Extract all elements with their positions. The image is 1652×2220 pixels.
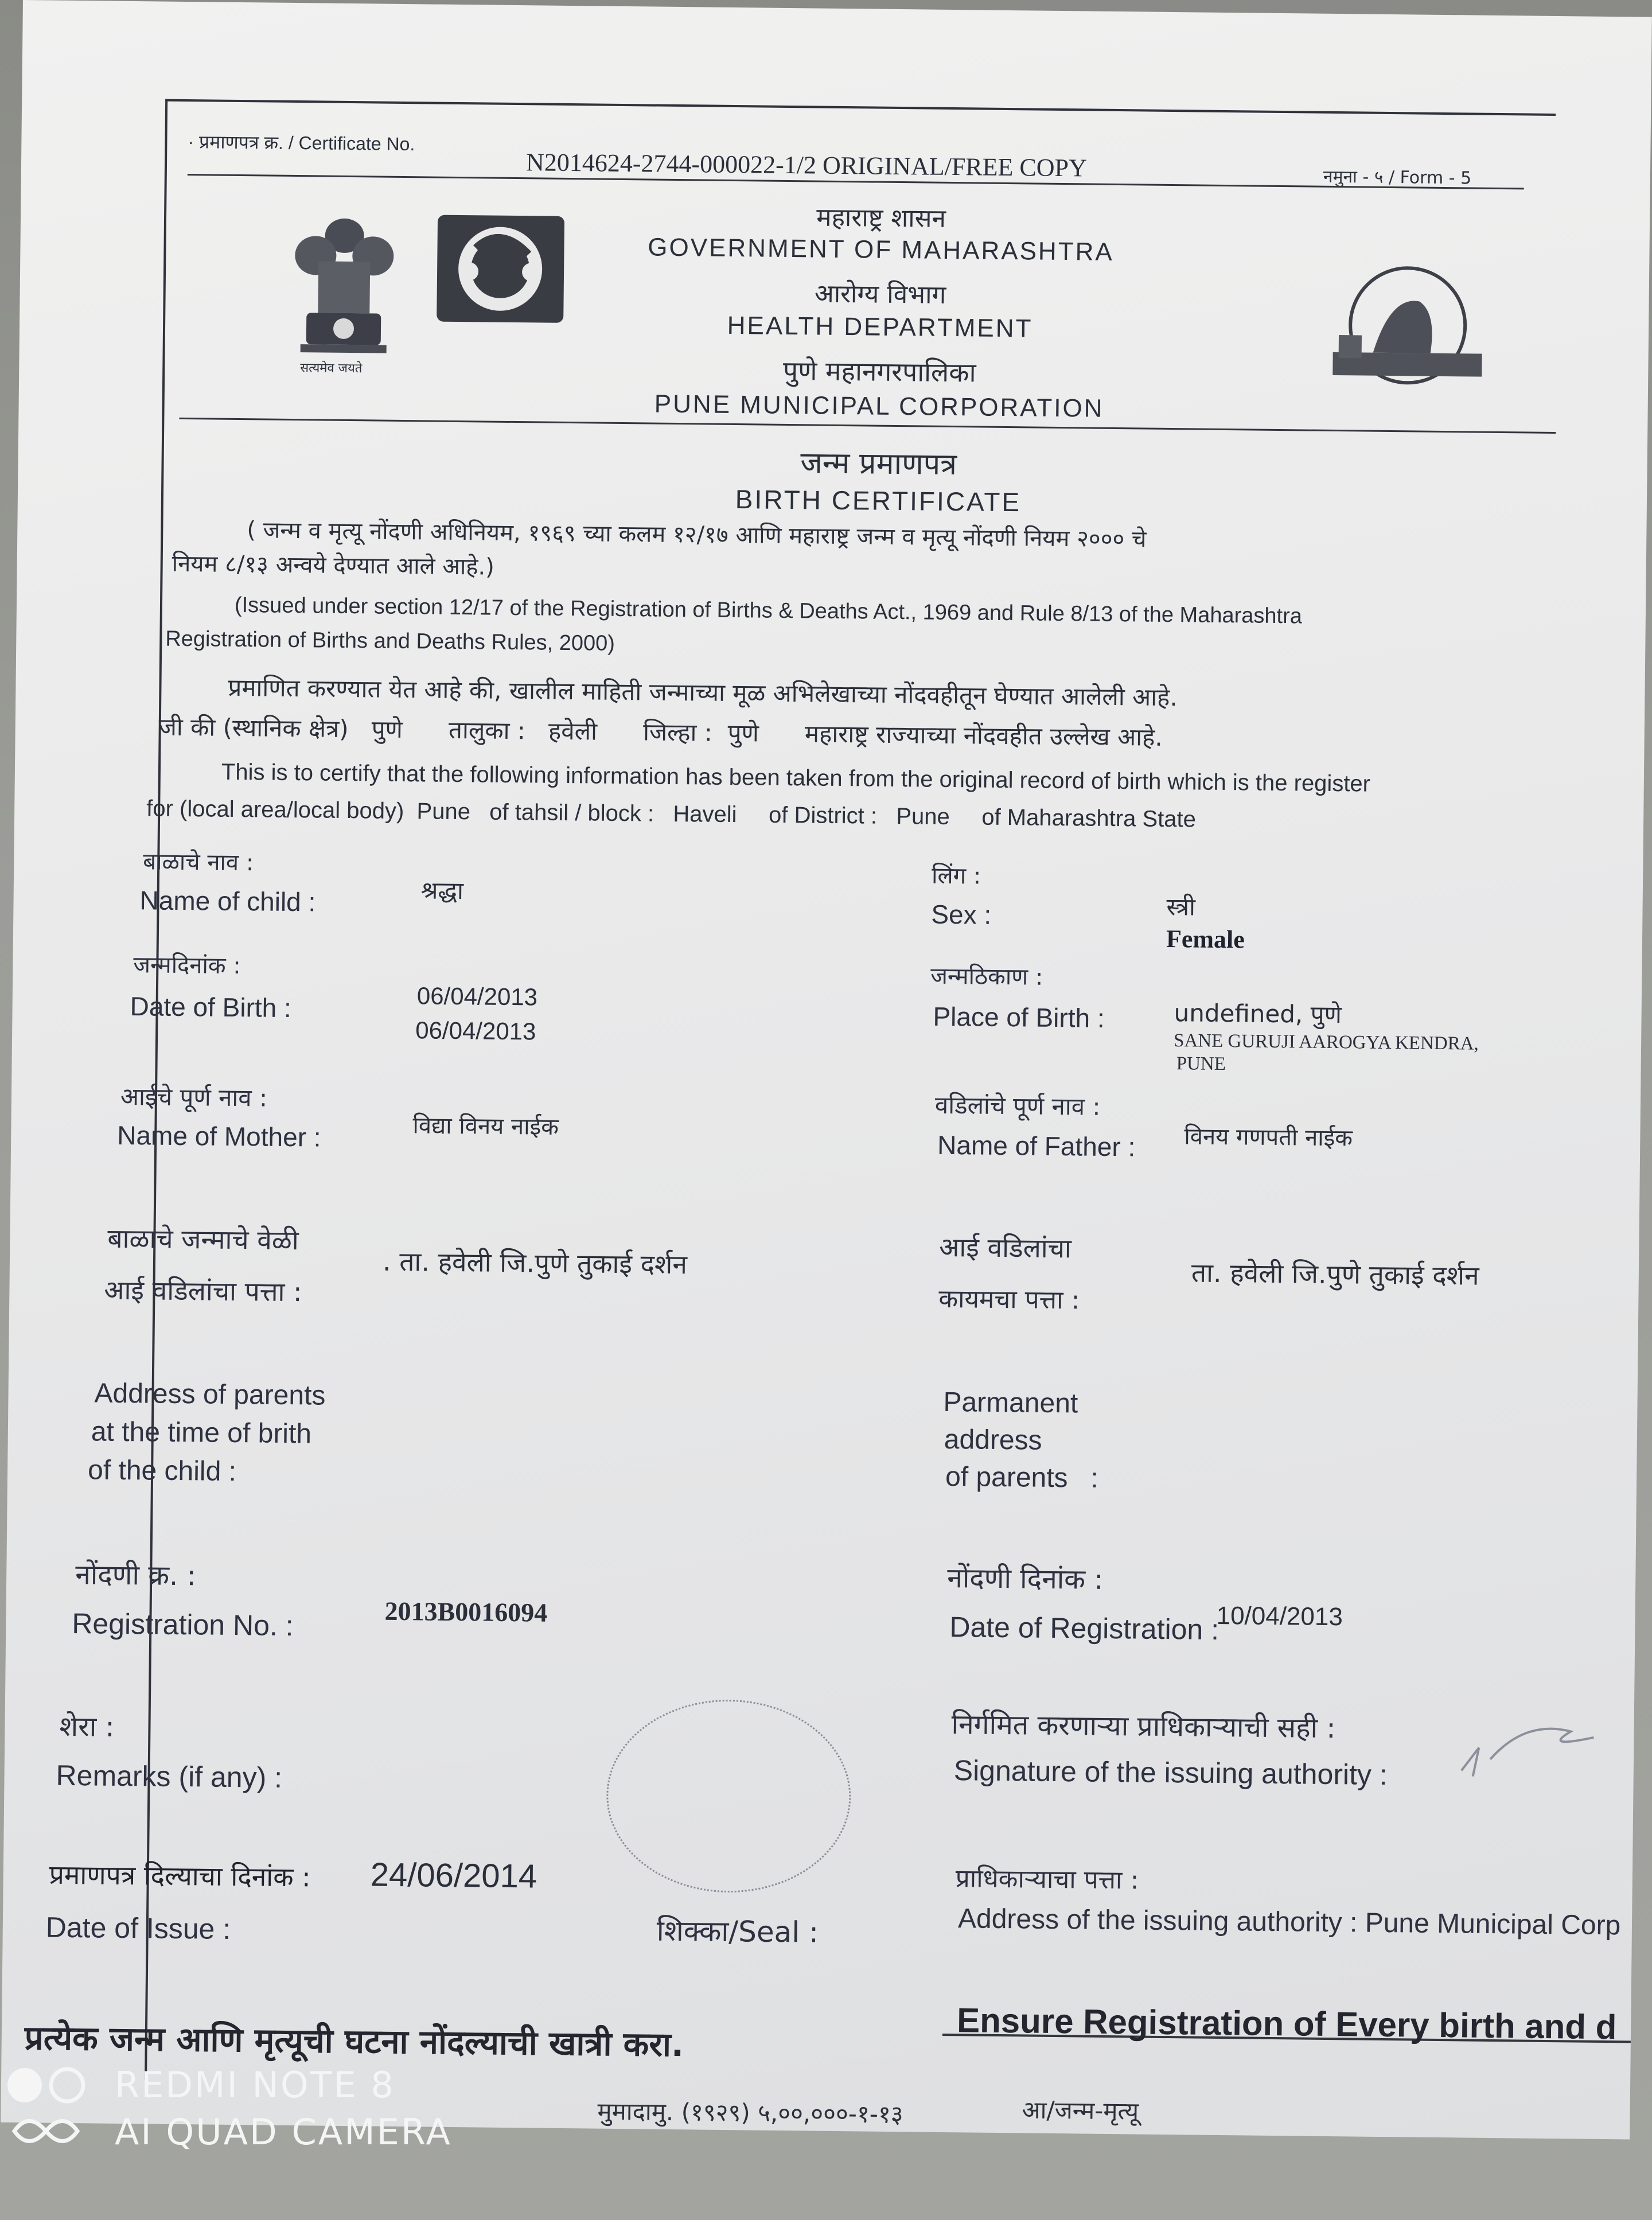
child-name-value: श्रद्धा	[420, 876, 464, 905]
slogan-marathi: प्रत्येक जन्म आणि मृत्यूची घटना नोंदल्याची खात्री करा.	[24, 2018, 684, 2065]
dob-value-2: 06/04/2013	[415, 1016, 536, 1045]
authority-addr-label-mr: प्राधिकाऱ्याचा पत्ता :	[955, 1864, 1139, 1895]
certificate-no-label: · प्रमाणपत्र क्र. / Certificate No.	[188, 131, 415, 155]
preamble-english-2: Registration of Births and Deaths Rules, 2000)	[165, 626, 615, 656]
addr-birth-label-1: Address of parents	[94, 1378, 326, 1411]
mother-value: विद्या विनय नाईक	[412, 1112, 559, 1140]
certify-english-2: for (local area/local body) Pune of tahsil / block : Haveli of District : Pune of Maharashtra State	[146, 796, 1197, 832]
dept-marathi: आरोग्य विभाग	[814, 279, 946, 310]
addr-perm-label-mr-1: आई वडिलांचा	[939, 1231, 1072, 1264]
reg-date-label-mr: नोंदणी दिनांक :	[946, 1562, 1104, 1596]
addr-birth-label-mr-1: बाळाचे जन्माचे वेळी	[107, 1222, 299, 1256]
certificate-no: N2014624-2744-000022-1/2 ORIGINAL/FREE COPY	[525, 148, 1088, 182]
pob-label-mr: जन्मठिकाण :	[930, 963, 1043, 991]
preamble-marathi-2: नियम ८/१३ अन्वये देण्यात आले आहे.)	[172, 550, 495, 581]
addr-birth-label-mr-2: आई वडिलांचा पत्ता :	[104, 1274, 302, 1308]
reg-date-value: 10/04/2013	[1216, 1601, 1343, 1631]
reg-date-label: Date of Registration :	[949, 1611, 1219, 1646]
gov-english: GOVERNMENT OF MAHARASHTRA	[648, 233, 1114, 266]
signature-label-mr: निर्गमित करणाऱ्या प्राधिकाऱ्याची सही :	[951, 1708, 1336, 1745]
addr-birth-value: . ता. हवेली जि.पुणे तुकाई दर्शन	[382, 1245, 688, 1280]
father-value: विनय गणपती नाईक	[1184, 1123, 1353, 1152]
child-name-label-mr: बाळाचे नाव :	[143, 848, 254, 877]
pob-value-3: PUNE	[1176, 1053, 1226, 1075]
certify-marathi-1: प्रमाणित करण्यात येत आहे की, खालील माहिती जन्माच्या मूळ अभिलेखाच्या नोंदवहीतून घेण्यात आलेली आहे.	[228, 673, 1178, 712]
emblem-caption: सत्यमेव जयते	[300, 361, 363, 376]
gov-marathi: महाराष्ट्र शासन	[816, 202, 946, 233]
watermark-line-1: REDMI NOTE 8	[115, 2064, 395, 2106]
addr-perm-label-2: address	[944, 1424, 1042, 1456]
issue-date-value: 24/06/2014	[370, 1856, 537, 1895]
dept-english: HEALTH DEPARTMENT	[727, 311, 1033, 343]
reg-no-value: 2013B0016094	[384, 1596, 548, 1627]
sex-value-mr: स्त्री	[1166, 892, 1196, 921]
dob-label: Date of Birth :	[130, 991, 292, 1023]
slogan-english: Ensure Registration of Every birth and d	[956, 2001, 1617, 2047]
print-code: मुमादामु. (१९२९) ५,००,०००-१-१३	[597, 2097, 903, 2129]
dob-value-1: 06/04/2013	[416, 982, 538, 1011]
issue-date-label: Date of Issue :	[45, 1911, 231, 1945]
pob-value-1: undefined, पुणे	[1174, 999, 1342, 1029]
camera-logo-icon	[3, 2062, 89, 2154]
addr-birth-label-3: of the child :	[87, 1455, 237, 1487]
seal-label: शिक्का/Seal :	[656, 1914, 819, 1949]
certify-marathi-2: जी की (स्थानिक क्षेत्र) पुणे तालुका : हवेली जिल्हा : पुणे महाराष्ट्र राज्याच्या नोंदवहीत उल्लेख आहे.	[158, 712, 1163, 751]
corp-english: PUNE MUNICIPAL CORPORATION	[654, 390, 1104, 423]
addr-birth-label-2: at the time of brith	[91, 1416, 312, 1450]
father-label-mr: वडिलांचे पूर्ण नाव :	[934, 1090, 1101, 1121]
title-english: BIRTH CERTIFICATE	[735, 484, 1022, 517]
addr-perm-label-3: of parents :	[945, 1461, 1099, 1494]
remarks-label: Remarks (if any) :	[56, 1759, 283, 1794]
pmc-seal-icon	[1321, 260, 1494, 394]
national-emblem-icon	[283, 209, 405, 377]
form-no: नमुना - ५ / Form - 5	[1323, 166, 1472, 189]
father-label: Name of Father :	[937, 1130, 1136, 1162]
addr-perm-value: ता. हवेली जि.पुणे तुकाई दर्शन	[1191, 1257, 1479, 1291]
pob-label: Place of Birth :	[933, 1001, 1105, 1033]
reg-no-label: Registration No. :	[72, 1607, 294, 1642]
sex-value: Female	[1166, 924, 1245, 954]
remarks-label-mr: शेरा :	[59, 1710, 115, 1743]
preamble-marathi-1: ( जन्म व मृत्यू नोंदणी अधिनियम, १९६९ च्या कलम १२/१७ आणि महाराष्ट्र जन्म व मृत्यू नोंदणी नियम २००० चे	[247, 517, 1147, 553]
certificate-paper	[1, 0, 1652, 2140]
mother-label: Name of Mother :	[117, 1120, 321, 1152]
authority-addr-label: Address of the issuing authority : Pune Municipal Corp	[957, 1903, 1621, 1941]
dob-label-mr: जन्मदिनांक :	[133, 952, 241, 980]
sex-label: Sex :	[931, 899, 992, 930]
pob-value-2: SANE GURUJI AAROGYA KENDRA,	[1173, 1030, 1479, 1054]
signature-label: Signature of the issuing authority :	[953, 1754, 1388, 1791]
watermark-line-2: AI QUAD CAMERA	[115, 2111, 452, 2153]
sex-label-mr: लिंग :	[931, 862, 981, 890]
reg-no-label-mr: नोंदणी क्र. :	[75, 1559, 197, 1592]
signature-scribble-icon	[1456, 1696, 1606, 1789]
print-code-2: आ/जन्म-मृत्यू	[1022, 2096, 1139, 2125]
certify-english-1: This is to certify that the following information has been taken from the original record of birth which is the register	[221, 759, 1371, 797]
addr-perm-label-1: Parmanent	[943, 1386, 1078, 1419]
child-name-label: Name of child :	[139, 885, 316, 917]
issue-date-label-mr: प्रमाणपत्र दिल्याचा दिनांक :	[49, 1859, 311, 1893]
preamble-english-1: (Issued under section 12/17 of the Registration of Births & Deaths Act., 1969 and Rule 8/13 of the Maharashtra	[234, 593, 1303, 629]
mother-label-mr: आईचे पूर्ण नाव :	[120, 1082, 268, 1112]
faded-seal-icon	[606, 1699, 852, 1894]
title-marathi: जन्म प्रमाणपत्र	[800, 446, 957, 482]
health-logo-icon	[435, 214, 566, 324]
addr-perm-label-mr-2: कायमचा पत्ता :	[938, 1284, 1080, 1315]
corp-marathi: पुणे महानगरपालिका	[782, 355, 976, 388]
